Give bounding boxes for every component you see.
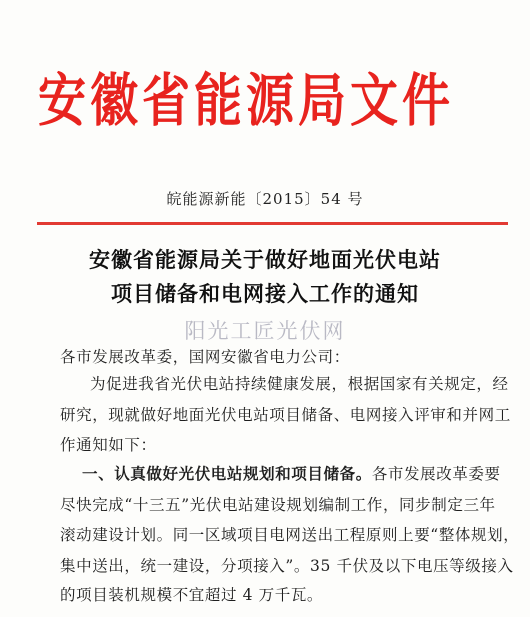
section-1-line-1-text: 各市发展改革委要 (371, 465, 501, 483)
document-number: 皖能源新能〔2015〕54 号 (166, 190, 364, 208)
section-1-line-1 (82, 462, 501, 484)
intro-paragraph-line-1: 为促进我省光伏电站持续健康发展，根据国家有关规定，经 (90, 375, 509, 393)
intro-paragraph-line-3: 作通知如下： (60, 436, 157, 454)
watermark-text: 阳光工匠光伏网 (184, 319, 346, 343)
section-1-line-5: 的项目装机规模不宜超过 4 万千瓦。 (60, 586, 324, 604)
section-1-heading: 一、认真做好光伏电站规划和项目储备。 (82, 464, 372, 483)
issuing-authority-title: 安徽省能源局文件 (38, 67, 455, 135)
document-title-line-1: 安徽省能源局关于做好地面光伏电站 (89, 247, 441, 272)
red-divider-line (37, 222, 508, 225)
document-title-line-2: 项目储备和电网接入工作的通知 (111, 281, 419, 306)
section-1-line-4: 集中送出，统一建设，分项接入”。35 千伏及以下电压等级接入 (60, 557, 514, 575)
section-1-line-3: 滚动建设计划。同一区域项目电网送出工程原则上要“整体规划， (60, 526, 520, 544)
intro-paragraph-line-2: 研究，现就做好地面光伏电站项目储备、电网接入评审和并网工 (60, 406, 511, 424)
section-1-line-2: 尽快完成“十三五”光伏电站建设规划编制工作，同步制定三年 (60, 496, 496, 514)
addressee-line: 各市发展改革委，国网安徽省电力公司： (60, 348, 350, 366)
